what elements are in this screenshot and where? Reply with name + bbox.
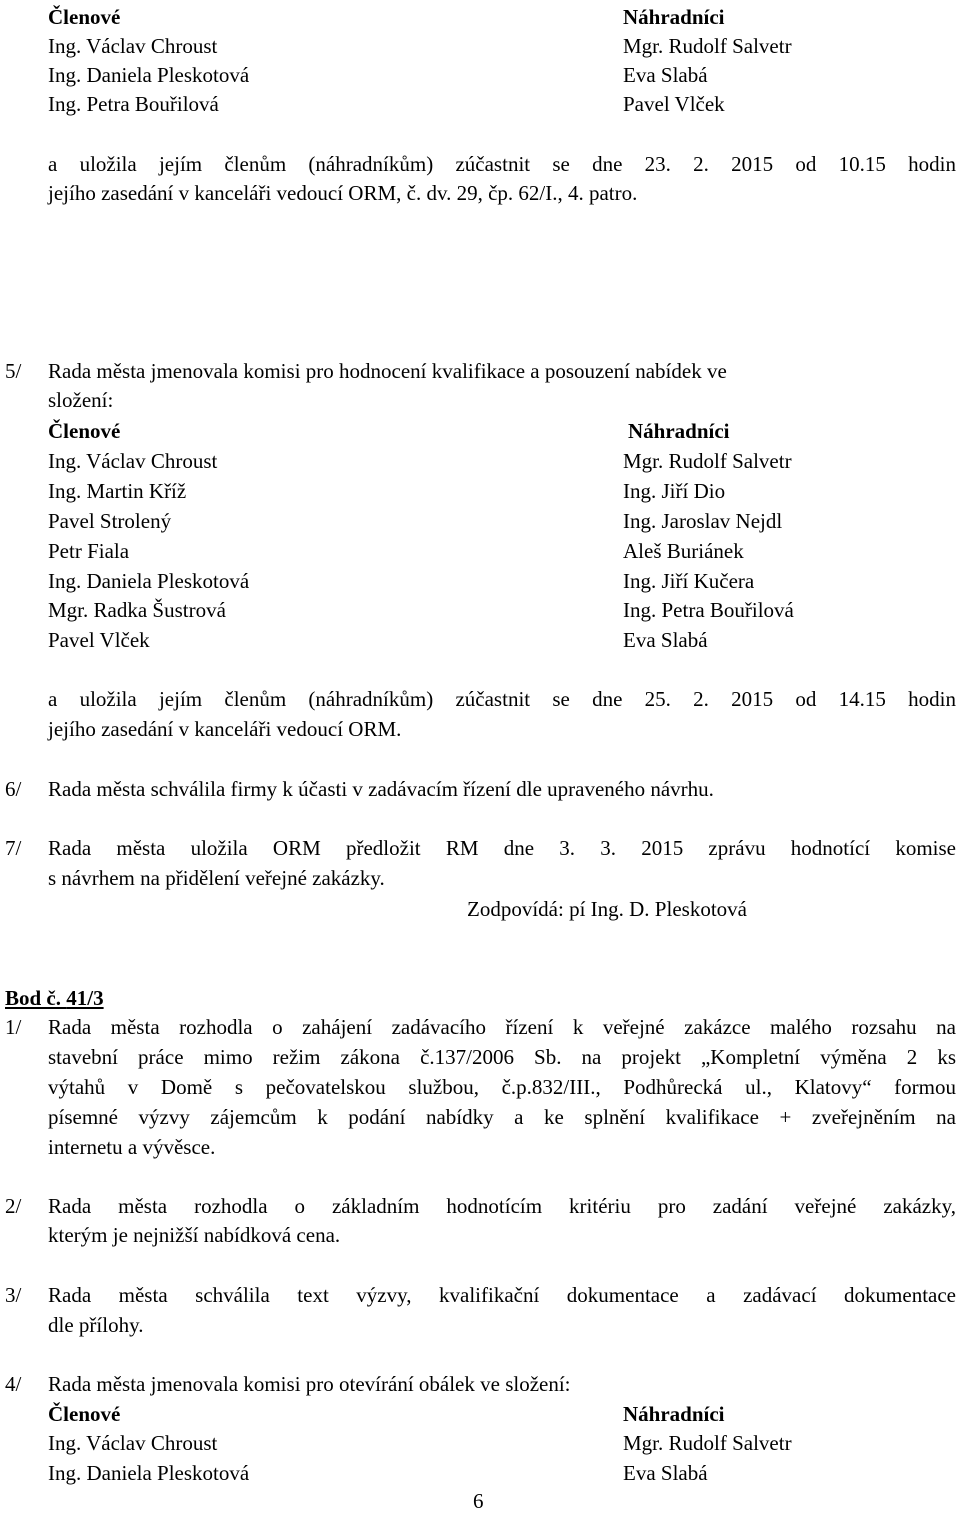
item-text: Rada města jmenovala komisi pro otevírání obálek ve složení: <box>48 1372 571 1396</box>
substitutes-heading: Náhradníci <box>623 1402 725 1426</box>
responsible-person: Zodpovídá: pí Ing. D. Pleskotová <box>467 897 747 921</box>
member-name: Pavel Vlček <box>48 628 150 652</box>
item-text: složení: <box>48 388 114 412</box>
item-number: 4/ <box>5 1372 22 1396</box>
item-text: s návrhem na přidělení veřejné zakázky. <box>48 866 385 890</box>
item-text: Rada města schválila firmy k účasti v zadávacím řízení dle upraveného návrhu. <box>48 777 714 801</box>
item-number: 1/ <box>5 1015 22 1039</box>
substitute-name: Ing. Petra Bouřilová <box>623 598 794 622</box>
member-name: Ing. Daniela Pleskotová <box>48 569 250 593</box>
member-name: Ing. Petra Bouřilová <box>48 92 219 116</box>
item-text: písemné výzvy zájemcům k podání nabídky a ke splnění kvalifikace + zveřejněním na <box>48 1105 956 1129</box>
section-heading-number: 41/3 <box>66 986 104 1010</box>
item-text: internetu a vývěsce. <box>48 1135 216 1159</box>
item-text: kterým je nejnižší nabídková cena. <box>48 1223 341 1247</box>
members-heading: Členové <box>48 419 121 443</box>
substitutes-heading: Náhradníci <box>628 419 730 443</box>
substitute-name: Ing. Jiří Dio <box>623 479 726 503</box>
section-heading <box>5 983 104 1013</box>
member-name: Ing. Daniela Pleskotová <box>48 63 250 87</box>
item-number: 6/ <box>5 777 22 801</box>
meeting-note: jejího zasedání v kanceláři vedoucí ORM, č. dv. 29, čp. 62/I., 4. patro. <box>48 181 638 205</box>
members-heading: Členové <box>48 1402 121 1426</box>
member-name: Ing. Martin Kříž <box>48 479 187 503</box>
item-text: výtahů v Domě s pečovatelskou službou, č.p.832/III., Podhůrecká ul., Klatovy“ formou <box>48 1075 956 1099</box>
item-text: Rada města rozhodla o základním hodnotícím kritériu pro zadání veřejné zakázky, <box>48 1194 956 1218</box>
member-name: Ing. Václav Chroust <box>48 1431 218 1455</box>
page-number: 6 <box>473 1489 484 1513</box>
item-text: Rada města rozhodla o zahájení zadávacího řízení k veřejné zakázce malého rozsahu na <box>48 1015 956 1039</box>
substitute-name: Eva Slabá <box>623 1461 708 1485</box>
meeting-note: jejího zasedání v kanceláři vedoucí ORM. <box>48 717 402 741</box>
member-name: Pavel Strolený <box>48 509 172 533</box>
substitute-name: Pavel Vlček <box>623 92 725 116</box>
substitute-name: Eva Slabá <box>623 628 708 652</box>
item-text: Rada města uložila ORM předložit RM dne 3. 3. 2015 zprávu hodnotící komise <box>48 836 956 860</box>
section-heading-prefix: Bod č. <box>5 986 67 1010</box>
members-heading: Členové <box>48 5 121 29</box>
member-name: Petr Fiala <box>48 539 130 563</box>
member-name: Ing. Václav Chroust <box>48 34 218 58</box>
member-name: Mgr. Radka Šustrová <box>48 598 226 622</box>
item-text: Rada města jmenovala komisi pro hodnocení kvalifikace a posouzení nabídek ve <box>48 359 727 383</box>
item-number: 3/ <box>5 1283 22 1307</box>
member-name: Ing. Václav Chroust <box>48 449 218 473</box>
substitute-name: Mgr. Rudolf Salvetr <box>623 34 792 58</box>
substitute-name: Eva Slabá <box>623 63 708 87</box>
meeting-note: a uložila jejím členům (náhradníkům) zúčastnit se dne 25. 2. 2015 od 14.15 hodin <box>48 687 956 711</box>
member-name: Ing. Daniela Pleskotová <box>48 1461 250 1485</box>
substitute-name: Mgr. Rudolf Salvetr <box>623 449 792 473</box>
item-text: dle přílohy. <box>48 1313 144 1337</box>
substitute-name: Mgr. Rudolf Salvetr <box>623 1431 792 1455</box>
item-text: stavební práce mimo režim zákona č.137/2006 Sb. na projekt „Kompletní výměna 2 ks <box>48 1045 956 1069</box>
meeting-note: a uložila jejím členům (náhradníkům) zúčastnit se dne 23. 2. 2015 od 10.15 hodin <box>48 152 956 176</box>
substitute-name: Ing. Jiří Kučera <box>623 569 755 593</box>
item-number: 2/ <box>5 1194 22 1218</box>
substitute-name: Ing. Jaroslav Nejdl <box>623 509 783 533</box>
item-number: 7/ <box>5 836 22 860</box>
substitutes-heading: Náhradníci <box>623 5 725 29</box>
item-number: 5/ <box>5 359 22 383</box>
item-text: Rada města schválila text výzvy, kvalifikační dokumentace a zadávací dokumentace <box>48 1283 956 1307</box>
substitute-name: Aleš Buriánek <box>623 539 744 563</box>
